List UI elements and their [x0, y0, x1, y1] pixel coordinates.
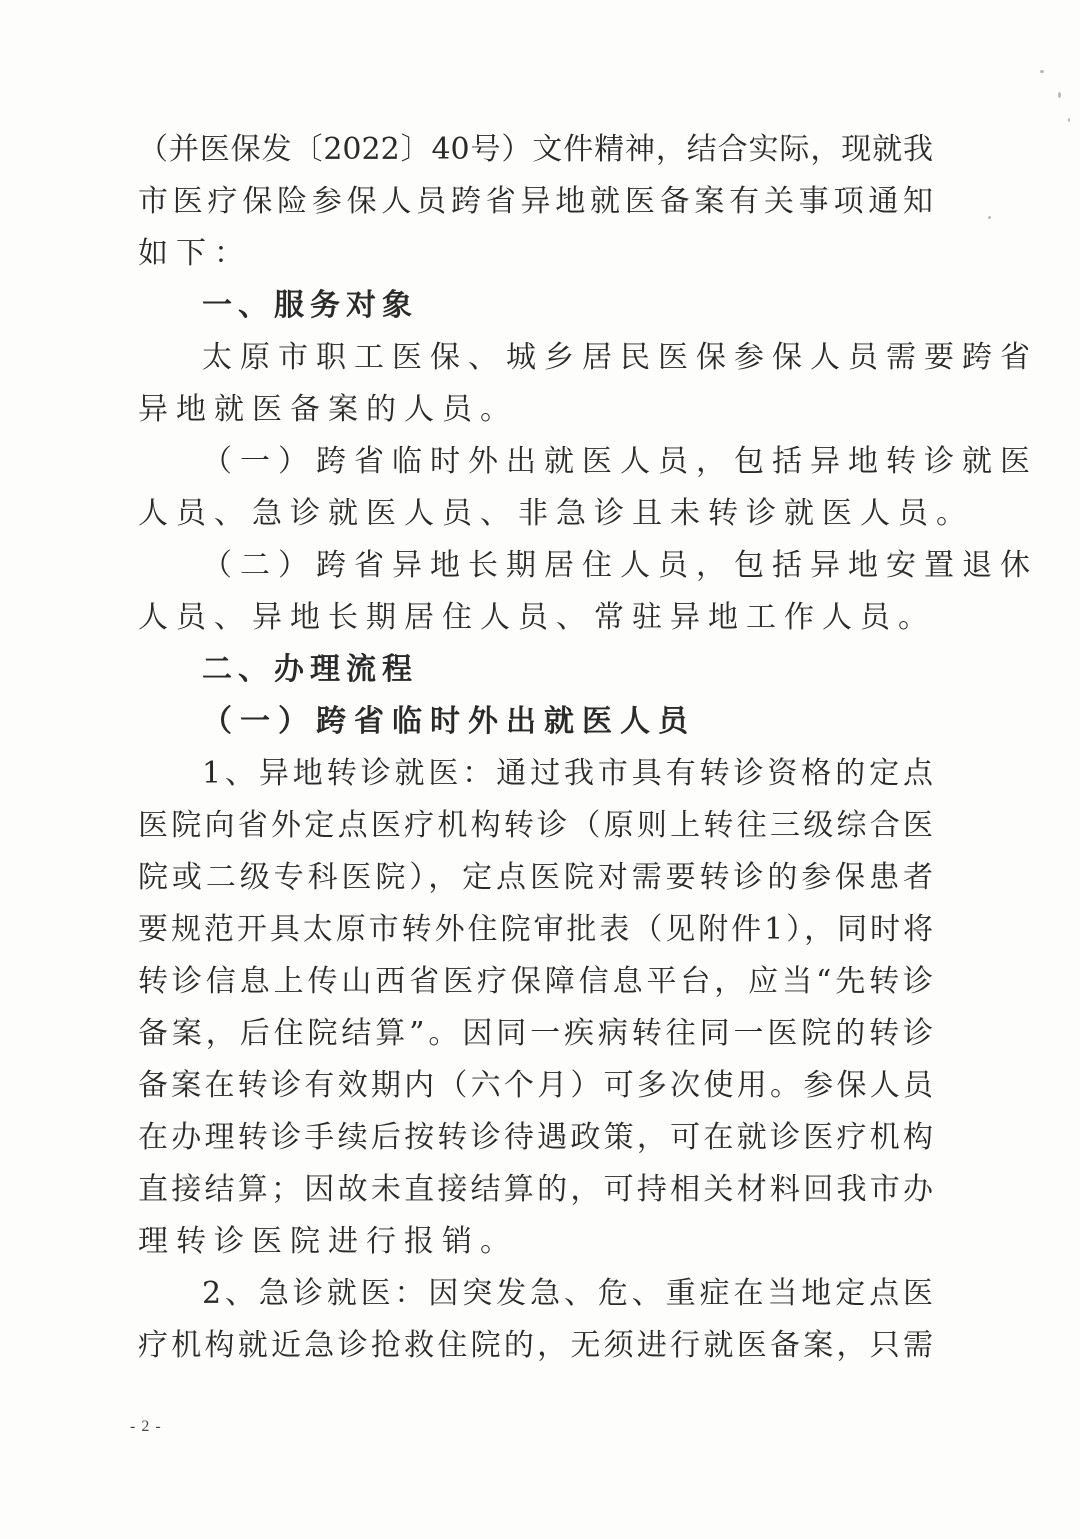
body-line: 异地就医备案的人员。	[138, 392, 518, 427]
body-line: 医院向省外定点医疗机构转诊（原则上转往三级综合医	[138, 808, 933, 843]
document-body	[138, 124, 1038, 1372]
body-line: 市医疗保险参保人员跨省异地就医备案有关事项通知	[138, 184, 933, 219]
scan-speck	[988, 216, 991, 219]
body-line: （二）跨省异地长期居住人员，包括异地安置退休	[202, 548, 1038, 583]
body-line: 备案，后住院结算”。因同一疾病转往同一医院的转诊	[138, 1016, 933, 1051]
body-line: 太原市职工医保、城乡居民医保参保人员需要跨省	[202, 340, 1038, 375]
body-line: 人员、异地长期居住人员、常驻异地工作人员。	[138, 600, 936, 635]
body-line: 1、异地转诊就医：通过我市具有转诊资格的定点	[202, 756, 933, 791]
body-line: 理转诊医院进行报销。	[138, 1224, 518, 1259]
body-line: 在办理转诊手续后按转诊待遇政策，可在就诊医疗机构	[138, 1120, 933, 1155]
scan-speck	[1040, 70, 1044, 73]
body-line: 2、急诊就医：因突发急、危、重症在当地定点医	[202, 1276, 933, 1311]
body-line: 如下：	[138, 236, 252, 271]
section-heading-service-targets: 一、服务对象	[202, 288, 418, 323]
body-line: 直接结算；因故未直接结算的，可持相关材料回我市办	[138, 1172, 933, 1207]
body-line: 院或二级专科医院），定点医院对需要转诊的参保患者	[138, 860, 933, 895]
scan-speck	[1068, 118, 1070, 122]
body-line: 人员、急诊就医人员、非急诊且未转诊就医人员。	[138, 496, 974, 531]
body-line: 疗机构就近急诊抢救住院的，无须进行就医备案，只需	[138, 1328, 933, 1363]
body-line: （一）跨省临时外出就医人员，包括异地转诊就医	[202, 444, 1038, 479]
body-line: 转诊信息上传山西省医疗保障信息平台，应当“先转诊	[138, 964, 933, 999]
section-heading-procedure: 二、办理流程	[202, 652, 418, 687]
body-line: 要规范开具太原市转外住院审批表（见附件1），同时将	[138, 912, 933, 947]
body-line: （并医保发〔2022〕40号）文件精神，结合实际，现就我	[138, 132, 933, 167]
body-line: 备案在转诊有效期内（六个月）可多次使用。参保人员	[138, 1068, 933, 1103]
subsection-heading-temporary: （一）跨省临时外出就医人员	[202, 704, 696, 739]
page-number: - 2 -	[130, 1418, 162, 1435]
scan-speck	[1058, 92, 1061, 98]
